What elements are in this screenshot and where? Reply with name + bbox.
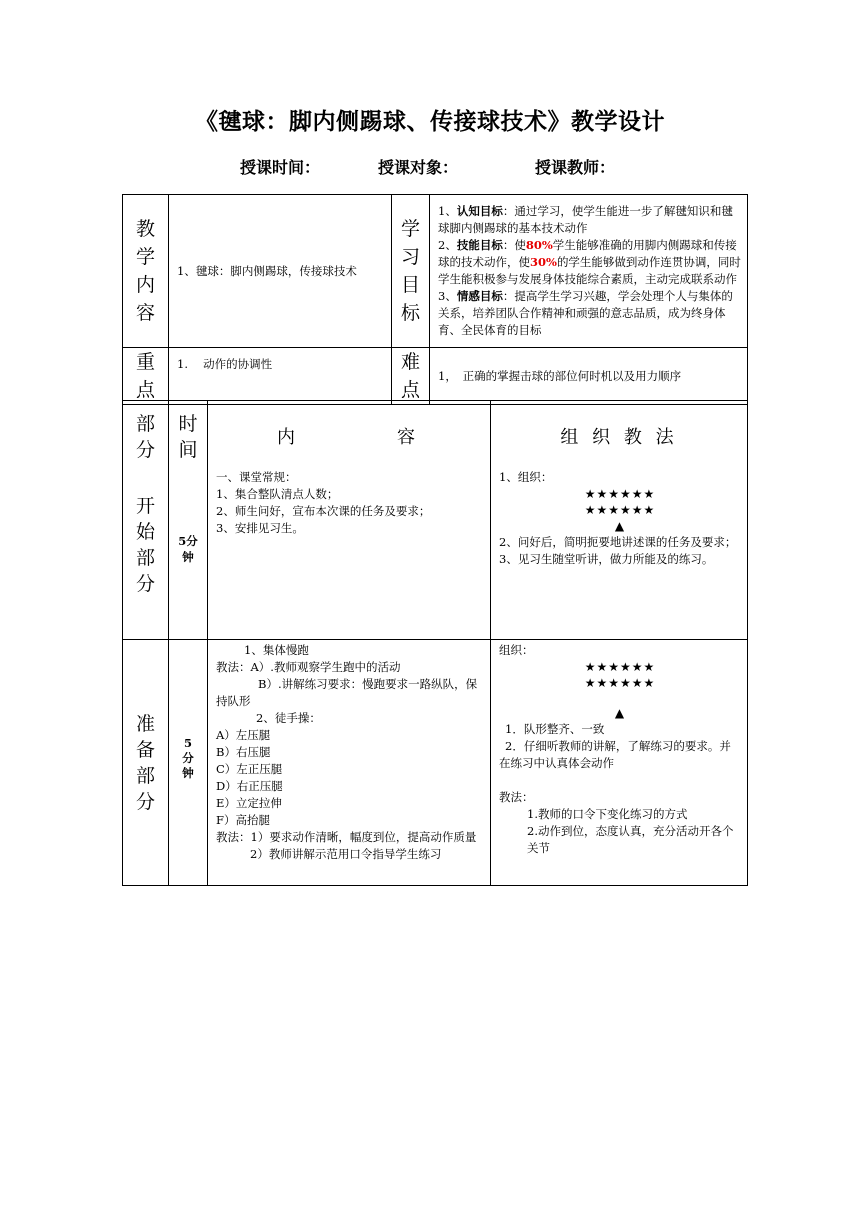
prep-content-line: 教法：A）.教师观察学生跑中的活动 — [216, 660, 401, 674]
lesson-audience-label: 授课对象： — [378, 158, 459, 177]
prep-content-line: 1、集体慢跑 — [244, 643, 309, 657]
start-content — [208, 401, 491, 640]
prep-content-line: D）右正压腿 — [216, 779, 283, 793]
goal-list — [430, 195, 748, 348]
prep-content-line: F）高抬腿 — [216, 813, 270, 827]
lesson-plan-table — [122, 400, 748, 886]
content-text: 1、毽球：脚内侧踢球，传接球技术 — [169, 195, 392, 348]
lesson-teacher-label: 授课教师： — [535, 158, 616, 177]
prep-method-line: 1．队形整齐、一致 — [505, 722, 605, 736]
difficulty-label: 难点 — [392, 348, 430, 405]
difficulty-text: 1， 正确的掌握击球的部位何时机以及用力顺序 — [430, 348, 748, 405]
start-content-line: 1、集合整队清点人数； — [216, 487, 339, 501]
lesson-time-label: 授课时间： — [240, 158, 321, 177]
time-header: 时间 — [178, 413, 198, 461]
prep-content-line: 2、徒手操： — [256, 711, 321, 725]
prep-content-line: B）右压腿 — [216, 745, 271, 759]
page-title: 《毽球：脚内侧踢球、传接球技术》教学设计 — [195, 108, 665, 135]
start-formation-row: ★★★★★★ — [584, 487, 656, 501]
part-column — [123, 401, 169, 640]
content-label: 教学内容 — [123, 195, 169, 348]
prep-formation-row: ★★★★★★ — [584, 676, 656, 690]
start-method — [491, 401, 748, 640]
start-content-list — [208, 449, 490, 537]
start-part-label: 开始部分 — [135, 495, 155, 595]
goal-label: 学习目标 — [392, 195, 430, 348]
start-method-intro: 1、组织： — [499, 470, 553, 484]
prep-content-line: E）立定拉伸 — [216, 796, 282, 810]
content-header: 内 容 — [277, 427, 421, 448]
start-teacher-mark: ▲ — [614, 519, 626, 533]
prep-part-cell — [123, 640, 169, 886]
prep-time: 5 分 钟 — [169, 640, 208, 886]
prep-teacher-mark: ▲ — [614, 706, 626, 720]
prep-content-line: 教法：1）要求动作清晰，幅度到位，提高动作质量 — [216, 830, 477, 844]
start-formation-row: ★★★★★★ — [584, 503, 656, 517]
start-content-line: 一、课堂常规： — [216, 470, 297, 484]
prep-content-line: 2）教师讲解示范用口令指导学生练习 — [250, 847, 442, 861]
prep-method — [491, 640, 748, 886]
prep-content — [208, 640, 491, 886]
start-time: 5分钟 — [178, 534, 198, 564]
prep-part-label: 准备部分 — [135, 712, 155, 813]
prep-method-line: 1.教师的口令下变化练习的方式 — [527, 807, 688, 821]
start-method-line: 2、问好后，简明扼要地讲述课的任务及要求； — [499, 535, 737, 549]
goal-cognitive: 1、认知目标：通过学习，使学生能进一步了解毽知识和毽球脚内侧踢球的基本技术动作 — [438, 204, 733, 235]
key-text: 1. 动作的协调性 — [169, 348, 392, 405]
prep-method-line: 2．仔细听教师的讲解，了解练习的要求。并在练习中认真体会动作 — [499, 739, 731, 770]
prep-method-line: 教法： — [499, 790, 534, 804]
start-method-body — [491, 449, 747, 568]
start-content-line: 3、安排见习生。 — [216, 521, 304, 535]
goal-affective: 3、情感目标：提高学生学习兴趣，学会处理个人与集体的关系，培养团队合作精神和顽强的意志品质，成为终身体育、全民体育的目标 — [438, 289, 733, 337]
goal-skill: 2、技能目标：使80%学生能够准确的用脚内侧踢球和传接球的技术动作，使30%的学生能够做到动作连贯协调，同时学生能积极参与发展身体技能综合素质，主动完成联系动作 — [438, 238, 741, 286]
prep-content-line: B）.讲解练习要求：慢跑要求一路纵队，保持队形 — [216, 677, 478, 708]
prep-method-intro: 组织： — [499, 643, 534, 657]
part-header: 部分 — [135, 413, 155, 461]
start-method-line: 3、见习生随堂听讲，做力所能及的练习。 — [499, 552, 714, 566]
prep-content-line: C）左正压腿 — [216, 762, 283, 776]
prep-method-line: 2.动作到位，态度认真，充分活动开各个关节 — [527, 824, 734, 855]
prep-content-line: A）左压腿 — [216, 728, 271, 742]
method-header: 组 织 教 法 — [560, 427, 678, 448]
time-column — [169, 401, 208, 640]
key-label: 重点 — [123, 348, 169, 405]
objectives-table — [122, 194, 748, 405]
prep-formation-row: ★★★★★★ — [584, 660, 656, 674]
start-content-line: 2、师生问好，宣布本次课的任务及要求； — [216, 504, 431, 518]
